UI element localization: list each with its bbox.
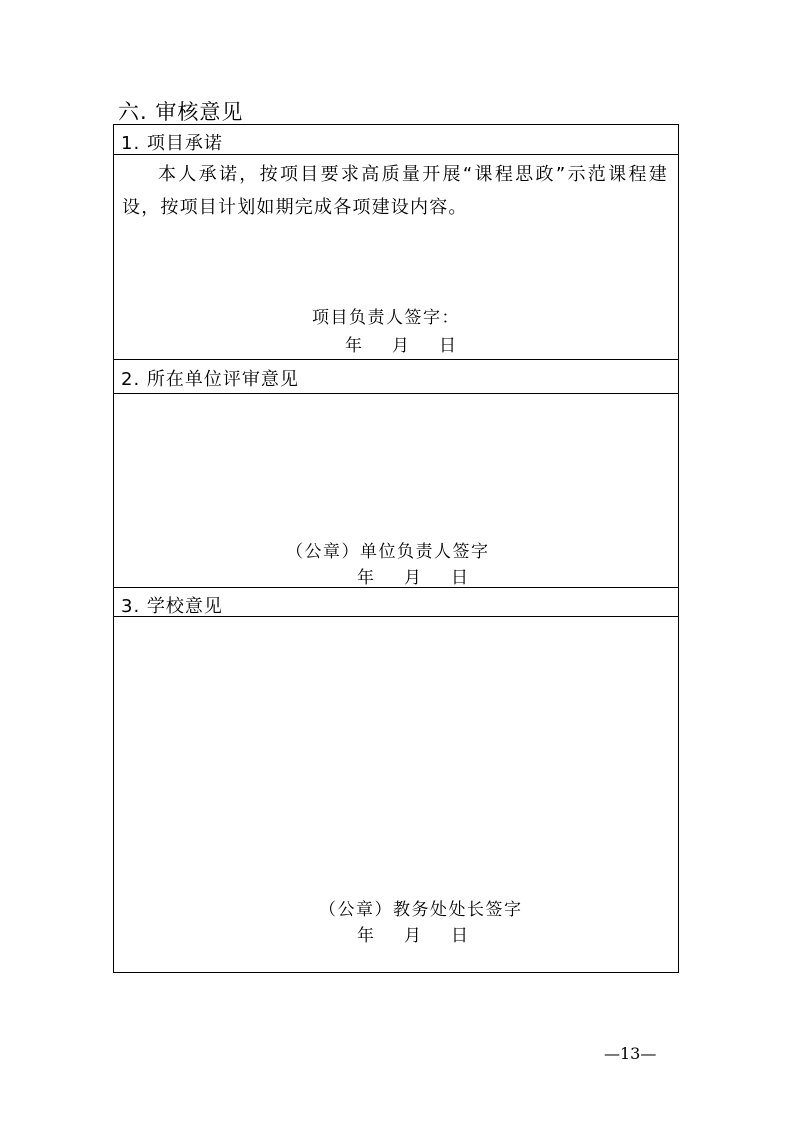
divider xyxy=(114,154,678,155)
section-title: 六. 审核意见 xyxy=(118,100,244,124)
day-label: 日 xyxy=(451,568,468,588)
part1-date xyxy=(345,331,456,356)
month-label: 月 xyxy=(404,568,421,588)
year-label: 年 xyxy=(357,926,374,946)
part3-date xyxy=(357,921,468,946)
divider xyxy=(114,616,678,617)
part2-date xyxy=(357,563,468,588)
part2-label: 2. 所在单位评审意见 xyxy=(121,369,299,390)
month-label: 月 xyxy=(404,926,421,946)
divider xyxy=(114,587,678,588)
divider xyxy=(114,393,678,394)
commitment-paragraph: 本人承诺，按项目要求高质量开展“课程思政”示范课程建设，按项目计划如期完成各项建设内容。 xyxy=(122,164,668,218)
part3-signature: （公章）教务处处长签字 xyxy=(319,900,523,920)
part1-signature: 项目负责人签字： xyxy=(312,308,460,328)
day-label: 日 xyxy=(451,926,468,946)
year-label: 年 xyxy=(345,336,362,356)
review-table xyxy=(113,124,679,973)
part1-label: 1. 项目承诺 xyxy=(121,133,223,154)
year-label: 年 xyxy=(357,568,374,588)
page-number: —13— xyxy=(604,1044,657,1063)
part2-signature: （公章）单位负责人签字 xyxy=(286,542,490,562)
divider xyxy=(114,359,678,360)
month-label: 月 xyxy=(392,336,409,356)
part3-label: 3. 学校意见 xyxy=(121,596,223,617)
day-label: 日 xyxy=(439,336,456,356)
